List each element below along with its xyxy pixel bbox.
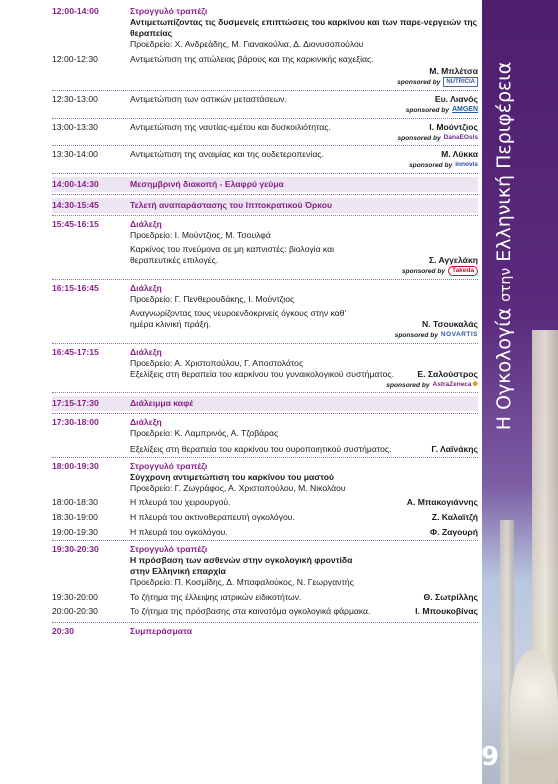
session-chairs: Προεδρείο: Γ. Πενθερουδάκης, Ι. Μούντζιος [130, 293, 295, 304]
talk-speaker: Γ. Λαϊνάκης [431, 444, 478, 455]
talk-title: Αντιμετώπιση των οστικών μεταστάσεων. [130, 93, 287, 104]
takeda-logo: Takeda [448, 266, 478, 276]
session-type: Στρογγυλό τραπέζι [130, 6, 208, 16]
talk-row [52, 497, 478, 508]
session-chairs: Προεδρείο: Α. Χριστοπούλου, Γ. Αποστολάτος [130, 357, 304, 368]
talk-speaker: Ε. Σαλούστρος [417, 368, 478, 379]
talk-row [52, 122, 478, 144]
novartis-logo: NOVARTIS [440, 330, 478, 338]
talk-speaker: Μ. Μπλέτσα [429, 66, 478, 76]
sponsor-line [130, 160, 478, 171]
astrazeneca-logo: AstraZeneca ✺ [433, 380, 478, 390]
hippocrates-bust-image [510, 650, 558, 784]
lunch-break-row [52, 177, 478, 192]
talk-speaker: Ι. Μπουκοβίνας [415, 606, 478, 617]
session-time: 20:30 [52, 626, 74, 637]
session-type: Διάλεξη [130, 417, 162, 428]
page-number: 9 [481, 742, 500, 772]
talk-row [52, 94, 478, 116]
banner-title-part: Η Ογκολογία [493, 301, 515, 431]
session-chairs: Προεδρείο: Ι. Μούντζιος, Μ. Τσουλφά [130, 230, 271, 240]
talk-speaker: Ζ. Καλαϊτζή [431, 512, 478, 523]
sponsor-line [130, 380, 478, 391]
talk-row [52, 592, 478, 603]
oath-ceremony-row [52, 198, 478, 213]
talk-time: 13:00-13:30 [52, 121, 98, 132]
session-title: Συμπεράσματα [130, 626, 192, 637]
session-chairs: Προεδρείο: Γ. Ζωγράφος, Α. Χριστοπούλου, Μ. Νικολάου [130, 483, 346, 494]
session-time: 15:45-16:15 [52, 219, 99, 229]
session-title: Μεσημβρινή διακοπή - Ελαφρύ γεύμα [130, 179, 284, 189]
talk-row [52, 54, 478, 88]
sponsor-line [130, 105, 478, 116]
sponsor-line [130, 266, 478, 277]
talk-title: Το ζήτημα της πρόσβασης στα καινοτόμα ογκολογικά φάρμακα. [130, 606, 371, 617]
sponsor-label: sponsored by [401, 267, 446, 275]
amgen-logo: AMGEN [451, 105, 478, 113]
session-time: 18:00-19:30 [52, 461, 99, 472]
session-title: Τελετή αναπαράστασης του Ιπποκρατικού Όρκου [130, 200, 333, 210]
talk-time: 13:30-14:00 [52, 149, 98, 160]
talk-speaker: Ν. Τσουκαλάς [422, 318, 478, 329]
talk-time: 12:30-13:00 [52, 93, 98, 104]
session-lecture-1 [52, 219, 478, 277]
session-time: 16:45-17:15 [52, 346, 99, 357]
conclusions-row [52, 626, 478, 637]
session-time: 17:15-17:30 [52, 398, 99, 409]
talk-speaker: Α. Μπακογιάννης [406, 497, 478, 508]
talk-time: 19:30-20:00 [52, 592, 98, 603]
talk-title: Αναγνωρίζοντας τους νευροενδοκρινείς όγκους στην καθ' ημέρα κλινική πράξη. [130, 307, 347, 329]
talk-title: Η πλευρά του ακτινοθεραπευτή ογκολόγου. [130, 512, 295, 523]
session-lecture-3 [52, 347, 478, 391]
session-time: 14:00-14:30 [52, 179, 99, 189]
talk-title: Εξελίξεις στη θεραπεία του καρκίνου του γυναικολογικού συστήματος. [130, 368, 394, 379]
sponsor-line [130, 330, 478, 341]
session-time: 19:30-20:30 [52, 544, 99, 555]
talk-time: 18:30-19:00 [52, 512, 98, 523]
session-type: Στρογγυλό τραπέζι [130, 544, 208, 555]
session-chairs: Προεδρείο: Κ. Λαμπρινός, Α. Τζοβάρας [130, 428, 279, 439]
session-time: 12:00-14:00 [52, 6, 99, 16]
talk-row [52, 149, 478, 171]
sponsor-line [130, 77, 478, 88]
banner-title-part: Ελληνική Περιφέρεια [493, 61, 515, 268]
sponsor-line [130, 133, 478, 144]
session-time: 17:30-18:00 [52, 417, 99, 428]
nutricia-logo: NUTRICIA [443, 77, 478, 87]
session-lecture-4 [52, 417, 478, 455]
talk-title: Καρκίνος του πνεύμονα σε μη καπνιστές: βιολογία και θεραπευτικές επιλογές. [130, 244, 335, 265]
talk-speaker: Ευ. Λιανός [434, 93, 478, 104]
talk-title: Εξελίξεις στη θεραπεία του καρκίνου του ουροποιητικού συστήματος. [130, 444, 392, 455]
banner-title [484, 26, 524, 466]
talk-row [52, 606, 478, 617]
talk-title: Η πλευρά του ογκολόγου. [130, 527, 228, 538]
talk-speaker: Θ. Σωτρίλλης [423, 592, 478, 603]
coffee-break-row [52, 396, 478, 411]
sponsor-label: sponsored by [405, 106, 449, 114]
session-time: 14:30-15:45 [52, 200, 99, 210]
session-type: Διάλεξη [130, 219, 162, 229]
danaeosis-logo: DanaEOsis [443, 133, 478, 141]
session-type: Διάλεξη [130, 346, 162, 357]
talk-row [52, 512, 478, 523]
talk-time: 18:00-18:30 [52, 497, 98, 508]
talk-row [52, 527, 478, 538]
sponsor-label: sponsored by [409, 162, 453, 169]
talk-time: 19:00-19:30 [52, 527, 98, 538]
program-schedule [52, 6, 478, 637]
session-chairs: Προεδρείο: Π. Κοσμίδης, Δ. Μπαφαλούκος, Ν. Γεωργαντής [130, 577, 354, 588]
sponsor-label: sponsored by [394, 331, 438, 339]
talk-title: Το ζήτημα της έλλειψης ιατρικών ειδικοτήτων. [130, 592, 302, 603]
sponsor-label: sponsored by [397, 78, 441, 86]
session-roundtable-3 [52, 544, 478, 588]
talk-speaker: Μ. Λύκκα [441, 149, 478, 160]
talk-speaker: Σ. Αγγελάκη [428, 255, 478, 265]
talk-speaker: Ι. Μούντζιος [429, 121, 478, 132]
talk-title: Η πλευρά του χειρουργού. [130, 497, 231, 508]
session-title: Η πρόσβαση των ασθενών στην ογκολογική φροντίδα στην Ελληνική επαρχία [130, 555, 353, 577]
session-roundtable-1 [52, 6, 478, 50]
talk-title: Αντιμετώπιση της αναιμίας και της ουδετεροπενίας. [130, 149, 324, 160]
talk-title: Αντιμετώπιση της ναυτίας-εμέτου και δυσκοιλιότητας. [130, 121, 331, 132]
session-type: Διάλεξη [130, 282, 162, 293]
session-title: Σύγχρονη αντιμετώπιση του καρκίνου του μαστού [130, 472, 335, 483]
talk-title: Αντιμετώπιση της απώλειας βάρους και της καρκινικής καχεξίας. [130, 54, 374, 64]
session-type: Στρογγυλό τραπέζι [130, 461, 208, 472]
talk-time: 20:00-20:30 [52, 606, 98, 617]
banner-title-part: στην [498, 267, 514, 302]
sponsor-label: sponsored by [397, 134, 441, 142]
session-time: 16:15-16:45 [52, 282, 99, 293]
session-lecture-2 [52, 283, 478, 341]
session-roundtable-2 [52, 461, 478, 494]
session-title: Αντιμετωπίζοντας τις δυσμενείς επιπτώσεις του καρκίνου και των παρε-νεργειών της θεραπείας [130, 17, 478, 38]
talk-speaker: Φ. Ζαγουρή [430, 527, 478, 538]
sponsor-label: sponsored by [386, 381, 430, 389]
innovis-logo: innovis [455, 161, 478, 169]
session-title: Διάλειμμα καφέ [130, 398, 194, 409]
talk-time: 12:00-12:30 [52, 54, 98, 64]
session-chairs: Προεδρείο: Χ. Ανδρεάδης, Μ. Γιανακούλια, Δ. Διονυσοπούλου [130, 39, 364, 49]
